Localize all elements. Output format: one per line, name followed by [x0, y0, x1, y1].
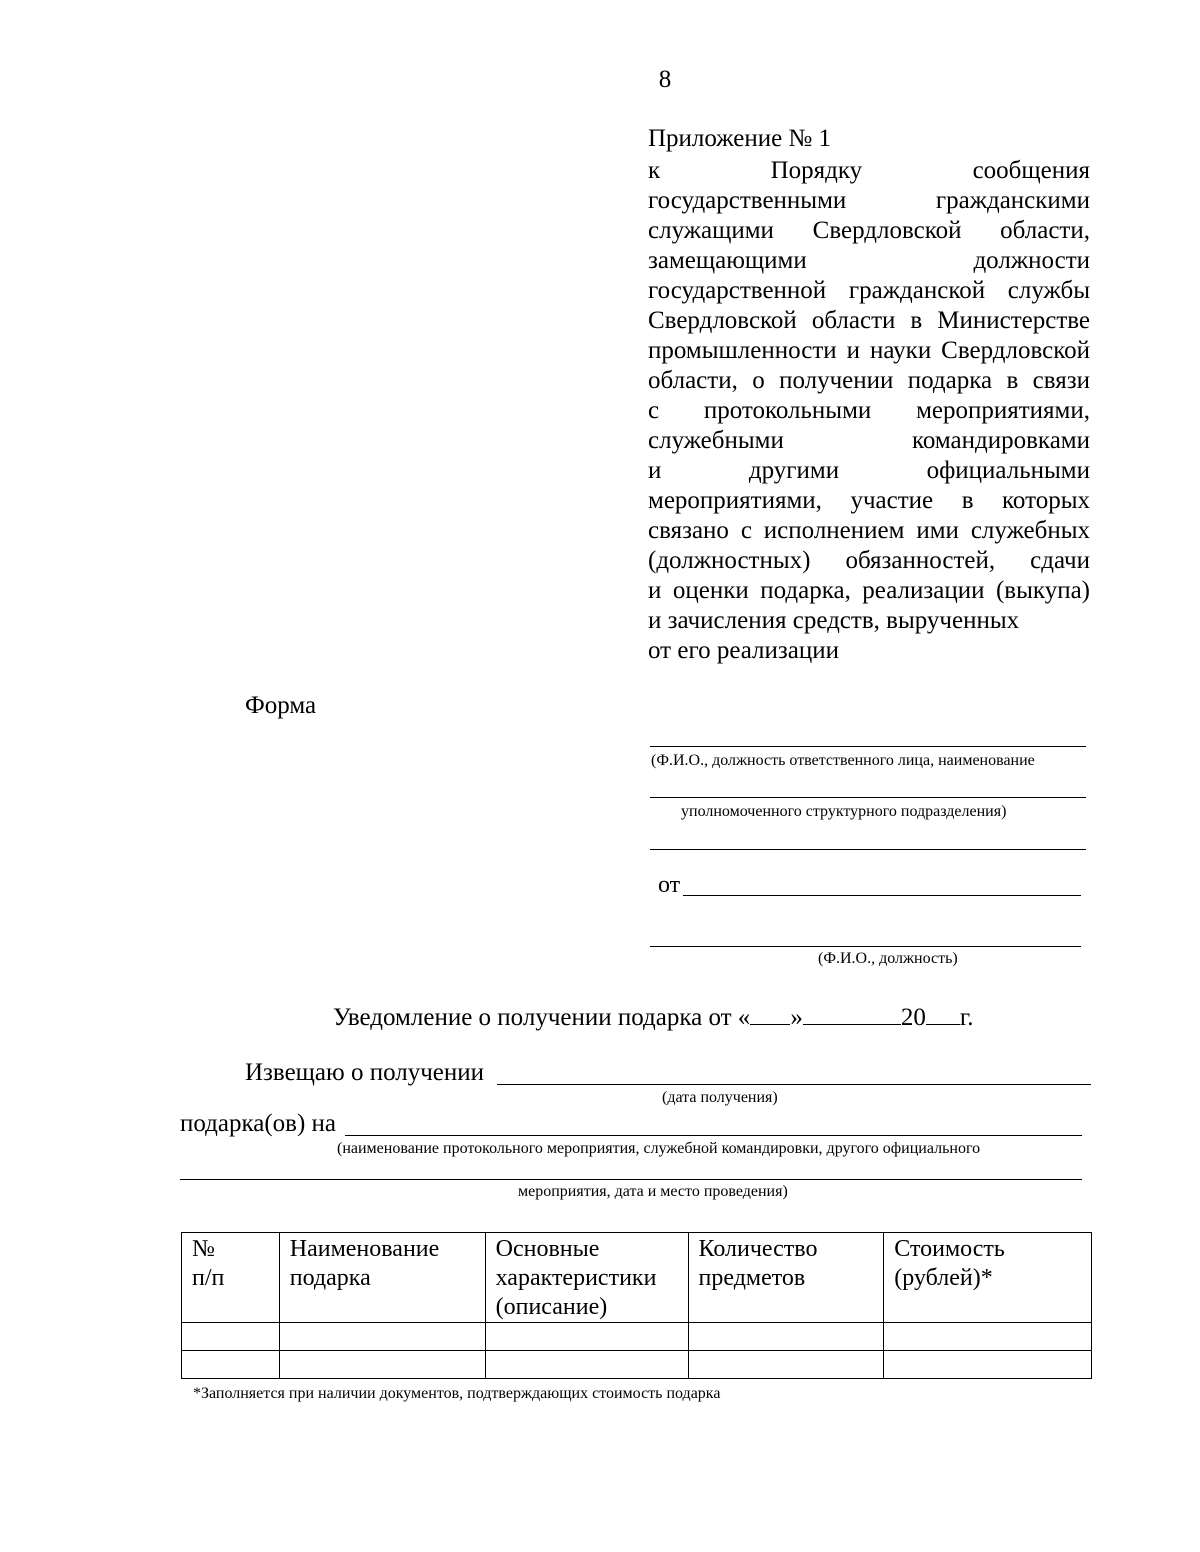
annex-line: служебными командировками — [648, 427, 1090, 454]
recipient-line — [650, 797, 1086, 798]
table-cell — [688, 1323, 884, 1351]
header-text: (описание) — [495, 1294, 608, 1320]
event-caption: мероприятия, дата и место проведения) — [518, 1183, 788, 1200]
annex-line: к Порядку сообщения — [648, 157, 1090, 184]
annex-title: Приложение № 1 — [648, 125, 832, 152]
event-line — [180, 1179, 1082, 1180]
annex-line: и зачисления средств, вырученных — [648, 607, 1020, 634]
footnote: *Заполняется при наличии документов, подтверждающих стоимость подарка — [193, 1385, 721, 1402]
table-cell — [182, 1323, 280, 1351]
receipt-date-line — [497, 1084, 1091, 1085]
annex-line: и оценки подарка, реализации (выкупа) — [648, 577, 1090, 604]
month-blank — [803, 1000, 901, 1025]
table-cell — [279, 1351, 485, 1379]
annex-line: от его реализации — [648, 637, 840, 664]
gifts-label: подарка(ов) на — [180, 1110, 337, 1137]
header-text: (рублей)* — [894, 1265, 993, 1291]
event-caption: (наименование протокольного мероприятия, служебной командировки, другого официального — [337, 1140, 981, 1157]
table-cell — [279, 1323, 485, 1351]
table-cell — [182, 1351, 280, 1379]
table-row — [182, 1351, 1092, 1379]
column-header-characteristics — [485, 1233, 688, 1323]
gifts-table — [181, 1232, 1092, 1379]
sender-line — [650, 946, 1081, 947]
notice-year-prefix: 20 — [900, 1004, 926, 1031]
table-cell — [485, 1351, 688, 1379]
annex-line: промышленности и науки Свердловской — [648, 337, 1090, 364]
annex-line: (должностных) обязанностей, сдачи — [648, 547, 1090, 574]
header-text: Количество — [698, 1236, 818, 1262]
recipient-caption: уполномоченного структурного подразделения) — [681, 803, 1007, 820]
table-cell — [688, 1351, 884, 1379]
annex-line: Свердловской области в Министерстве — [648, 307, 1090, 334]
header-text: п/п — [192, 1265, 225, 1291]
header-text: Наименование — [289, 1236, 440, 1262]
annex-line: мероприятиями, участие в которых — [648, 487, 1090, 514]
column-header-quantity — [688, 1233, 884, 1323]
notice-heading-prefix: Уведомление о получении подарка от « — [333, 1004, 751, 1031]
table-cell — [884, 1351, 1092, 1379]
sender-caption: (Ф.И.О., должность) — [818, 950, 958, 967]
column-header-number — [182, 1233, 280, 1323]
header-text: № — [192, 1236, 215, 1262]
annex-line: с протокольными мероприятиями, — [648, 397, 1090, 424]
annex-line: служащими Свердловской области, — [648, 217, 1090, 244]
column-header-cost — [884, 1233, 1092, 1323]
notify-label: Извещаю о получении — [245, 1059, 485, 1086]
annex-line: государственной гражданской службы — [648, 277, 1090, 304]
sender-line — [683, 895, 1081, 896]
table-cell — [884, 1323, 1092, 1351]
table-header-row — [182, 1233, 1092, 1323]
column-header-name — [279, 1233, 485, 1323]
table-cell — [485, 1323, 688, 1351]
header-text: Стоимость — [894, 1236, 1005, 1262]
table-row — [182, 1323, 1092, 1351]
page-number: 8 — [658, 66, 672, 93]
day-blank — [750, 1000, 790, 1025]
form-label: Форма — [245, 692, 317, 719]
annex-line: связано с исполнением ими служебных — [648, 517, 1090, 544]
year-blank — [926, 1000, 960, 1025]
event-line — [345, 1135, 1082, 1136]
recipient-line — [650, 746, 1086, 747]
notice-heading-mid: » — [790, 1004, 803, 1031]
annex-line: и другими официальными — [648, 457, 1090, 484]
header-text: характеристики — [495, 1265, 657, 1291]
notice-heading-suffix: г. — [959, 1004, 974, 1031]
receipt-date-caption: (дата получения) — [662, 1089, 778, 1106]
header-text: подарка — [289, 1265, 371, 1291]
header-text: Основные — [495, 1236, 600, 1262]
notice-heading — [333, 1000, 974, 1032]
from-label: от — [658, 872, 681, 898]
recipient-caption: (Ф.И.О., должность ответственного лица, наименование — [651, 752, 1035, 769]
annex-line: государственными гражданскими — [648, 187, 1090, 214]
annex-line: замещающими должности — [648, 247, 1090, 274]
recipient-line — [650, 849, 1086, 850]
header-text: предметов — [698, 1265, 806, 1291]
annex-line: области, о получении подарка в связи — [648, 367, 1090, 394]
